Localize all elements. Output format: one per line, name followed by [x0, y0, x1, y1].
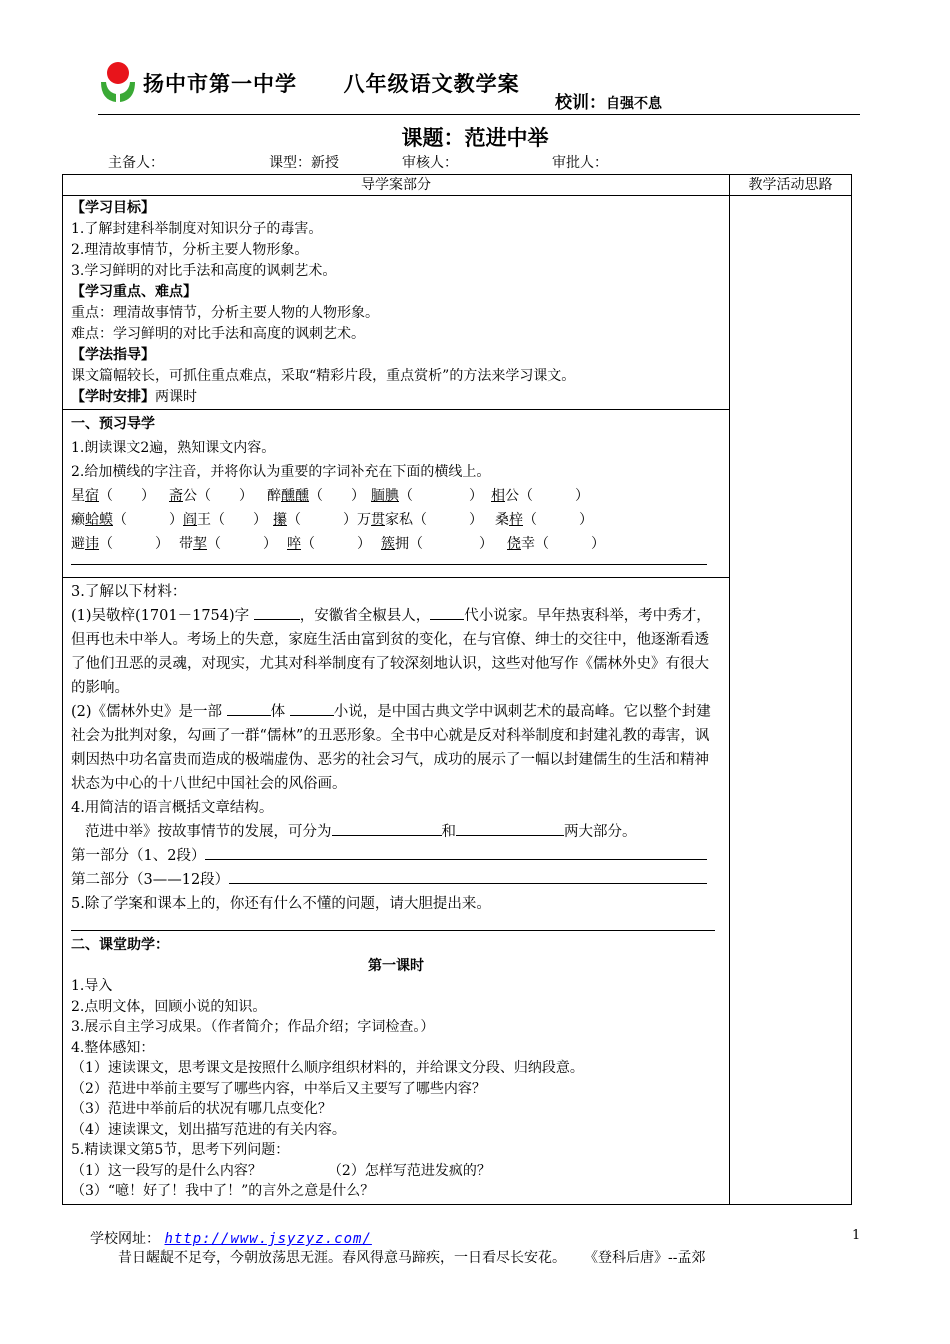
class-item: 5.精读课文第5节，思考下列问题：	[71, 1142, 290, 1158]
lesson-one-heading: 第一课时	[368, 957, 424, 974]
column-header-guide: 导学案部分	[63, 175, 730, 196]
key-point: 重点：理清故事情节，分析主要人物的人物形象。	[71, 305, 379, 321]
question-prompt: 5.除了学案和课本上的，你还有什么不懂的问题，请大胆提出来。	[71, 896, 491, 912]
part-two: 第二部分（3——12段）	[71, 868, 721, 892]
approver-label: 审批人：	[552, 155, 608, 171]
class-question: （3）范进中举前后的状况有哪几点变化？	[71, 1101, 332, 1117]
materials-heading: 3.了解以下材料：	[71, 584, 187, 600]
class-item: 4.整体感知：	[71, 1039, 155, 1056]
blank-field[interactable]	[332, 823, 442, 836]
footer-poem: 昔日龌龊不足夸，今朝放荡思无涯。春风得意马蹄疾，一日看尽长安花。 《登科后唐》--孟郊	[118, 1250, 706, 1266]
answer-line[interactable]	[71, 556, 707, 565]
lesson-title: 课题：范进中举	[401, 125, 549, 150]
subject-name: 八年级语文教学案	[343, 71, 520, 96]
page-number: 1	[852, 1228, 861, 1243]
type-label: 课型：新授	[269, 155, 339, 171]
header-divider	[98, 114, 860, 115]
header-title	[143, 68, 520, 98]
reviewer-label: 审核人：	[402, 155, 458, 171]
class-item: 2.点明文体，回顾小说的知识。	[71, 998, 267, 1015]
preview-item: 2.给加横线的字注音，并将你认为重要的字词补充在下面的横线上。	[71, 464, 491, 480]
classroom-heading: 二、课堂助学：	[71, 937, 169, 953]
vocab-row: 避讳（ ） 带挈（ ） 啐（ ） 簇拥（ ） 侥幸（ ）	[71, 536, 605, 552]
lesson-table	[62, 174, 852, 1205]
goals-heading: 【学习目标】	[71, 200, 155, 216]
structure-heading: 4.用简洁的语言概括文章结构。	[71, 800, 274, 816]
book-paragraph: (2)《儒林外史》是一部 体 小说，是中国古典文学中讽刺艺术的最高峰。它以整个封建社会为批判对象，勾画了一群“儒林”的丑恶形象。全书中心就是反对科举制度和封建礼教的毒害，讽刺因热中功名富贵而造成的极端虚伪、恶劣的社会习气，成功的展示了一幅以封建儒生的生活和精神状态为中心的十八世纪中国社会的风俗画。	[71, 704, 711, 792]
answer-line[interactable]	[71, 916, 715, 931]
goal-item: 2.理清故事情节，分析主要人物形象。	[71, 242, 309, 258]
preparer-label: 主备人：	[108, 155, 164, 171]
time-heading: 【学时安排】	[71, 389, 155, 405]
goals-section	[63, 196, 729, 409]
method-text: 课文篇幅较长，可抓住重点难点，采取“精彩片段，重点赏析”的方法来学习课文。	[71, 368, 576, 384]
guide-column	[63, 196, 730, 1205]
method-heading: 【学法指导】	[71, 347, 155, 363]
school-logo	[98, 60, 138, 104]
class-question: （1）速读课文，思考课文是按照什么顺序组织材料的，并给课文分段、归纳段意。	[71, 1060, 584, 1076]
blank-field[interactable]	[430, 607, 464, 620]
goal-item: 1.了解封建科举制度对知识分子的毒害。	[71, 221, 323, 237]
class-item: 1.导入	[71, 978, 113, 994]
website-link[interactable]: http://www.jsyzyz.com/	[164, 1231, 372, 1247]
structure-sentence: 范进中举》按故事情节的发展，可分为 和 两大部分。	[85, 824, 637, 840]
vocab-row: 星宿（ ） 斋公（ ） 醉醺醺（ ） 腼腆（ ） 相公（ ）	[71, 488, 589, 504]
blank-field[interactable]	[290, 703, 334, 716]
class-question: （2）范进中举前主要写了哪些内容，中举后又主要写了哪些内容？	[71, 1080, 486, 1097]
blank-field[interactable]	[205, 847, 707, 860]
keypoints-heading: 【学习重点、难点】	[71, 284, 197, 300]
blank-field[interactable]	[254, 607, 300, 620]
part-one: 第一部分（1、2段）	[71, 844, 721, 868]
class-question: （3）“噫！好了！我中了！”的言外之意是什么？	[71, 1183, 375, 1199]
materials-section	[63, 578, 729, 933]
preview-heading: 一、预习导学	[71, 416, 155, 432]
school-motto: 校训：自强不息	[555, 93, 662, 113]
author-paragraph: (1)吴敬梓(1701－1754)字 ，安徽省全椒县人， 代小说家。早年热衷科举，考中秀才，但再也未中举人。考场上的失意，家庭生活由富到贫的变化，在与官僚、绅士的交往中，他逐渐看透了他们丑恶的灵魂，对现实，尤其对科举制度有了较深刻地认识，这些对他写作《儒林外史》有很大的影响。	[71, 608, 711, 696]
class-item: 3.展示自主学习成果。（作者简介；作品介绍；字词检查。）	[71, 1019, 435, 1035]
class-question-row: （1）这一段写的是什么内容？ （2）怎样写范进发疯的？	[71, 1162, 491, 1179]
footer-website: 学校网址： http://www.jsyzyz.com/	[90, 1231, 372, 1247]
goal-item: 3.学习鲜明的对比手法和高度的讽刺艺术。	[71, 263, 337, 279]
column-header-notes: 教学活动思路	[730, 175, 852, 196]
vocab-row: 癞蛤蟆（ ）阎王（ ） 攥（ ）万贯家私（ ） 桑梓（ ）	[71, 512, 593, 528]
class-question: （4）速读课文，划出描写范进的有关内容。	[71, 1121, 346, 1138]
preview-section	[63, 410, 729, 567]
school-name: 扬中市第一中学	[143, 71, 297, 96]
blank-field[interactable]	[227, 703, 271, 716]
time-text: 两课时	[155, 389, 197, 405]
classroom-section	[63, 933, 729, 1204]
hard-point: 难点：学习鲜明的对比手法和高度的讽刺艺术。	[71, 326, 365, 342]
preview-item: 1.朗读课文2遍，熟知课文内容。	[71, 440, 276, 456]
notes-column[interactable]	[730, 196, 852, 1205]
blank-field[interactable]	[229, 871, 707, 884]
blank-field[interactable]	[456, 823, 564, 836]
